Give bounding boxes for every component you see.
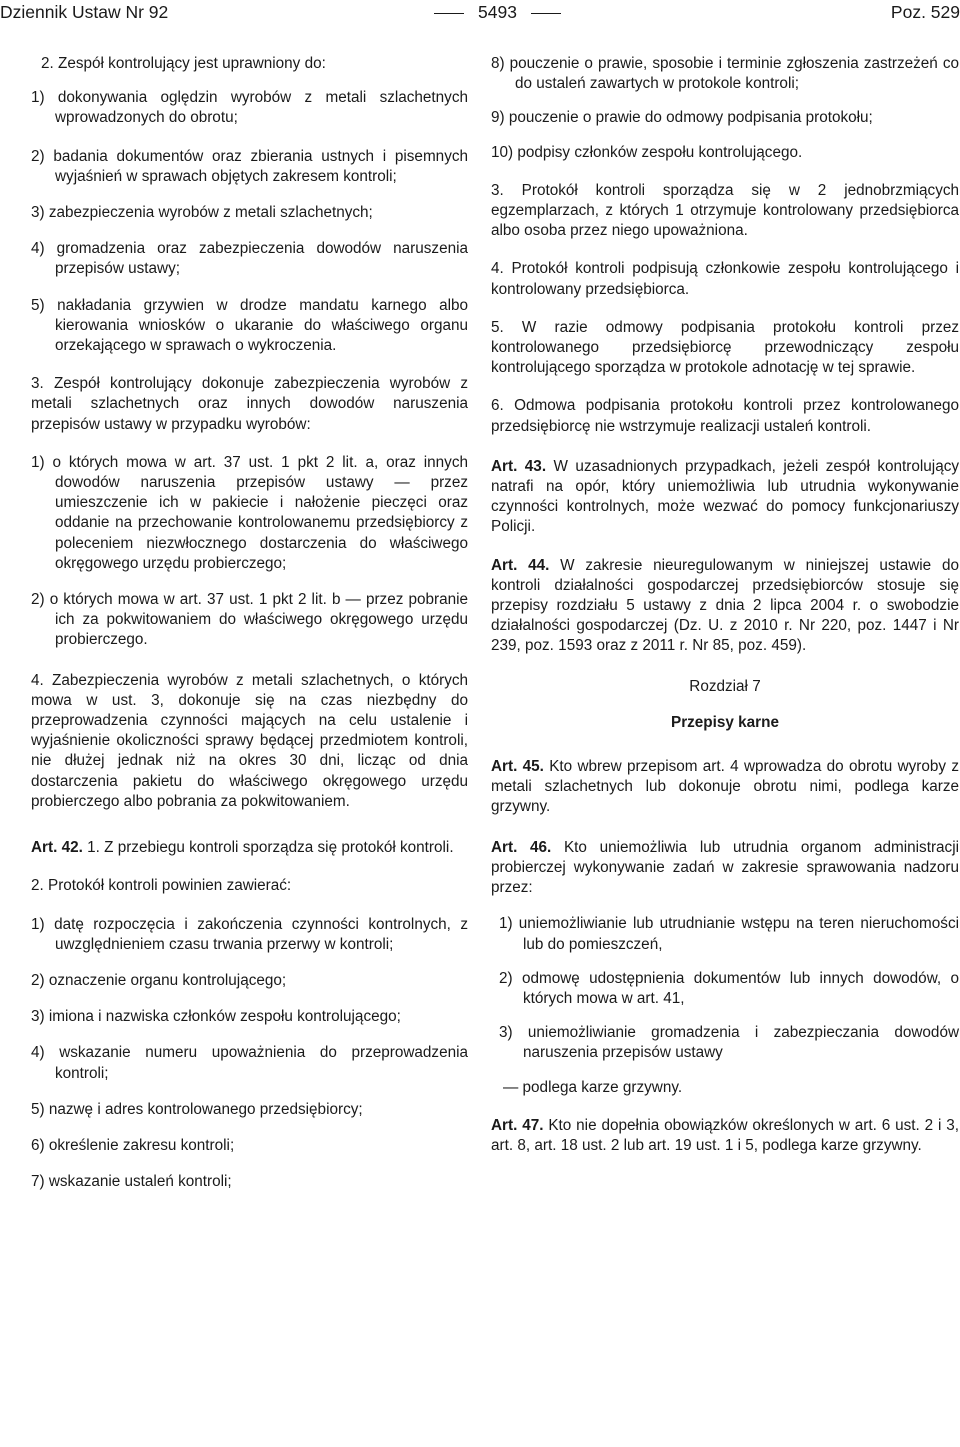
article-47: [491, 1116, 959, 1156]
paragraph: 3. Zespół kontrolujący dokonuje zabezpieczenia wyrobów z metali szlachetnych oraz innych dowodów naruszenia przepisów ustawy w przypadku wyrobów:: [31, 375, 468, 433]
article-label: Art. 43.: [491, 457, 547, 475]
paragraph: 4. Zabezpieczenia wyrobów z metali szlachetnych, o których mowa w ust. 3, dokonuje się na czas niezbędny do przeprowadzenia czynności mających na celu ustalenie i wyjaśnienie okoliczności sprawy będącej przedmiotem kontroli, nie dłużej jednak niż na okres 30 dni, licząc od dnia dostarczenia pakietu do właściwego okręgowego urzędu probierczego albo pobrania za pokwitowaniem.: [31, 671, 468, 810]
article-label: Art. 45.: [491, 758, 544, 776]
list-item: 8) pouczenie o prawie, sposobie i terminie zgłoszenia zastrzeżeń co do ustaleń zawartych w protokole kontroli;: [491, 55, 959, 93]
list-item: 1) dokonywania oględzin wyrobów z metali szlachetnych wprowadzonych do obrotu;: [31, 89, 468, 127]
article-45: [491, 757, 959, 818]
list-item: 5) nazwę i adres kontrolowanego przedsiębiorcy;: [31, 1100, 363, 1118]
list-item: 1) uniemożliwianie lub utrudnianie wstępu na teren nieruchomości lub do pomieszczeń,: [499, 915, 959, 953]
paragraph: 5. W razie odmowy podpisania protokołu kontroli przez kontrolowanego przedsiębiorcę przewodniczący zespołu kontrolującego sporządza w protokole adnotację w tej sprawie.: [491, 318, 959, 377]
article-46: [491, 838, 959, 899]
paragraph: 2. Zespół kontrolujący jest uprawniony do:: [41, 55, 326, 72]
article-text: Kto wbrew przepisom art. 4 wprowadza do obrotu wyroby z metali szlachetnych lub dokonuje obrotu nimi, podlega karze grzywny.: [491, 758, 959, 816]
article-text: Kto nie dopełnia obowiązków określonych w art. 6 ust. 2 i 3, art. 8, art. 18 ust. 2 lub art. 19 ust. 1 i 5, podlega karze grzywny.: [491, 1116, 960, 1154]
paragraph: 4. Protokół kontroli podpisują członkowie zespołu kontrolującego i kontrolowany przedsiębiorca.: [491, 260, 959, 298]
journal-title: Dziennik Ustaw Nr 92: [0, 2, 169, 22]
paragraph: 6. Odmowa podpisania protokołu kontroli przez kontrolowanego przedsiębiorcę nie wstrzymuje realizacji ustaleń kontroli.: [491, 397, 959, 435]
header-dash-left: [434, 13, 464, 14]
article-label: Art. 42.: [31, 839, 83, 857]
list-item: 3) uniemożliwianie gromadzenia i zabezpieczania dowodów naruszenia przepisów ustawy: [499, 1024, 959, 1062]
list-item: 9) pouczenie o prawie do odmowy podpisania protokołu;: [491, 109, 873, 127]
list-item: 4) gromadzenia oraz zabezpieczenia dowodów naruszenia przepisów ustawy;: [31, 240, 468, 278]
list-item: 10) podpisy członków zespołu kontrolującego.: [491, 143, 803, 161]
header-dash-right: [531, 13, 561, 14]
list-item: 5) nakładania grzywien w drodze mandatu karnego albo kierowania wniosków o ukaranie do właściwego organu orzekającego w sprawach o wykroczenia.: [31, 296, 468, 355]
article-text: W zakresie nieuregulowanym w niniejszej ustawie do kontroli działalności gospodarczej przedsiębiorców stosuje się przepisy rozdziału 5 ustawy z dnia 2 lipca 2004 r. o swobodzie działalności gospodarczej (Dz. U. z 2010 r. Nr 220, poz. 1447 i Nr 239, poz. 1593 oraz z 2011 r. Nr 85, poz. 459).: [491, 556, 959, 655]
article-42: [31, 838, 468, 858]
left-column: [31, 54, 468, 1192]
chapter-title: Przepisy karne: [671, 713, 779, 731]
paragraph: 2. Protokół kontroli powinien zawierać:: [31, 877, 292, 895]
article-text: Kto uniemożliwia lub utrudnia organom administracji probierczej wykonywanie zadań w zakresie sprawowania nadzoru przez:: [491, 838, 959, 897]
list-item: 2) badania dokumentów oraz zbierania ustnych i pisemnych wyjaśnień w sprawach objętych zakresem kontroli;: [31, 147, 468, 185]
list-item: 6) określenie zakresu kontroli;: [31, 1136, 235, 1154]
list-item: 3) zabezpieczenia wyrobów z metali szlachetnych;: [31, 204, 373, 222]
page-number-group: [434, 2, 561, 23]
list-item: 1) datę rozpoczęcia i zakończenia czynności kontrolnych, z uwzględnieniem czasu trwania przerwy w kontroli;: [31, 915, 468, 953]
page-header: [0, 0, 960, 40]
page-number: 5493: [478, 2, 517, 22]
list-item: 2) odmowę udostępnienia dokumentów lub innych dowodów, o których mowa w art. 41,: [499, 969, 959, 1007]
article-text: W uzasadnionych przypadkach, jeżeli zespół kontrolujący natrafi na opór, który uniemożliwia lub utrudnia wykonywanie czynności kontrolnych, może wezwać do pomocy funkcjonariuszy Policji.: [491, 457, 960, 536]
list-item: 1) o których mowa w art. 37 ust. 1 pkt 2 lit. a, oraz innych dowodów naruszenia przepisów ustawy — przez umieszczenie ich w pakiecie i nałożenie pieczęci oraz oddanie na przechowanie kontrolowanemu przedsiębiorcy z poleceniem niezwłocznego dostarczenia do właściwego okręgowego urzędu probierczego;: [31, 453, 468, 572]
article-label: Art. 44.: [491, 556, 550, 574]
chapter-number: Rozdział 7: [689, 677, 761, 695]
position-label: Poz. 529: [890, 2, 960, 22]
list-item: 7) wskazanie ustaleń kontroli;: [31, 1173, 232, 1191]
article-label: Art. 46.: [491, 838, 552, 856]
article-label: Art. 47.: [491, 1116, 544, 1134]
penalty-line: — podlega karze grzywny.: [503, 1078, 683, 1096]
paragraph: 3. Protokół kontroli sporządza się w 2 jednobrzmiących egzemplarzach, z których 1 otrzymuje kontrolowany przedsiębiorca albo osoba przez niego upoważniona.: [491, 181, 959, 240]
right-column: [491, 54, 959, 1156]
article-44: [491, 556, 959, 657]
list-item: 3) imiona i nazwiska członków zespołu kontrolującego;: [31, 1008, 401, 1026]
article-43: [491, 457, 959, 538]
list-item: 4) wskazanie numeru upoważnienia do przeprowadzenia kontroli;: [31, 1044, 468, 1082]
list-item: 2) oznaczenie organu kontrolującego;: [31, 971, 287, 989]
list-item: 2) o których mowa w art. 37 ust. 1 pkt 2 lit. b — przez pobranie ich za pokwitowaniem do właściwego okręgowego urzędu probierczego.: [31, 591, 468, 649]
article-text: 1. Z przebiegu kontroli sporządza się protokół kontroli.: [82, 839, 454, 857]
